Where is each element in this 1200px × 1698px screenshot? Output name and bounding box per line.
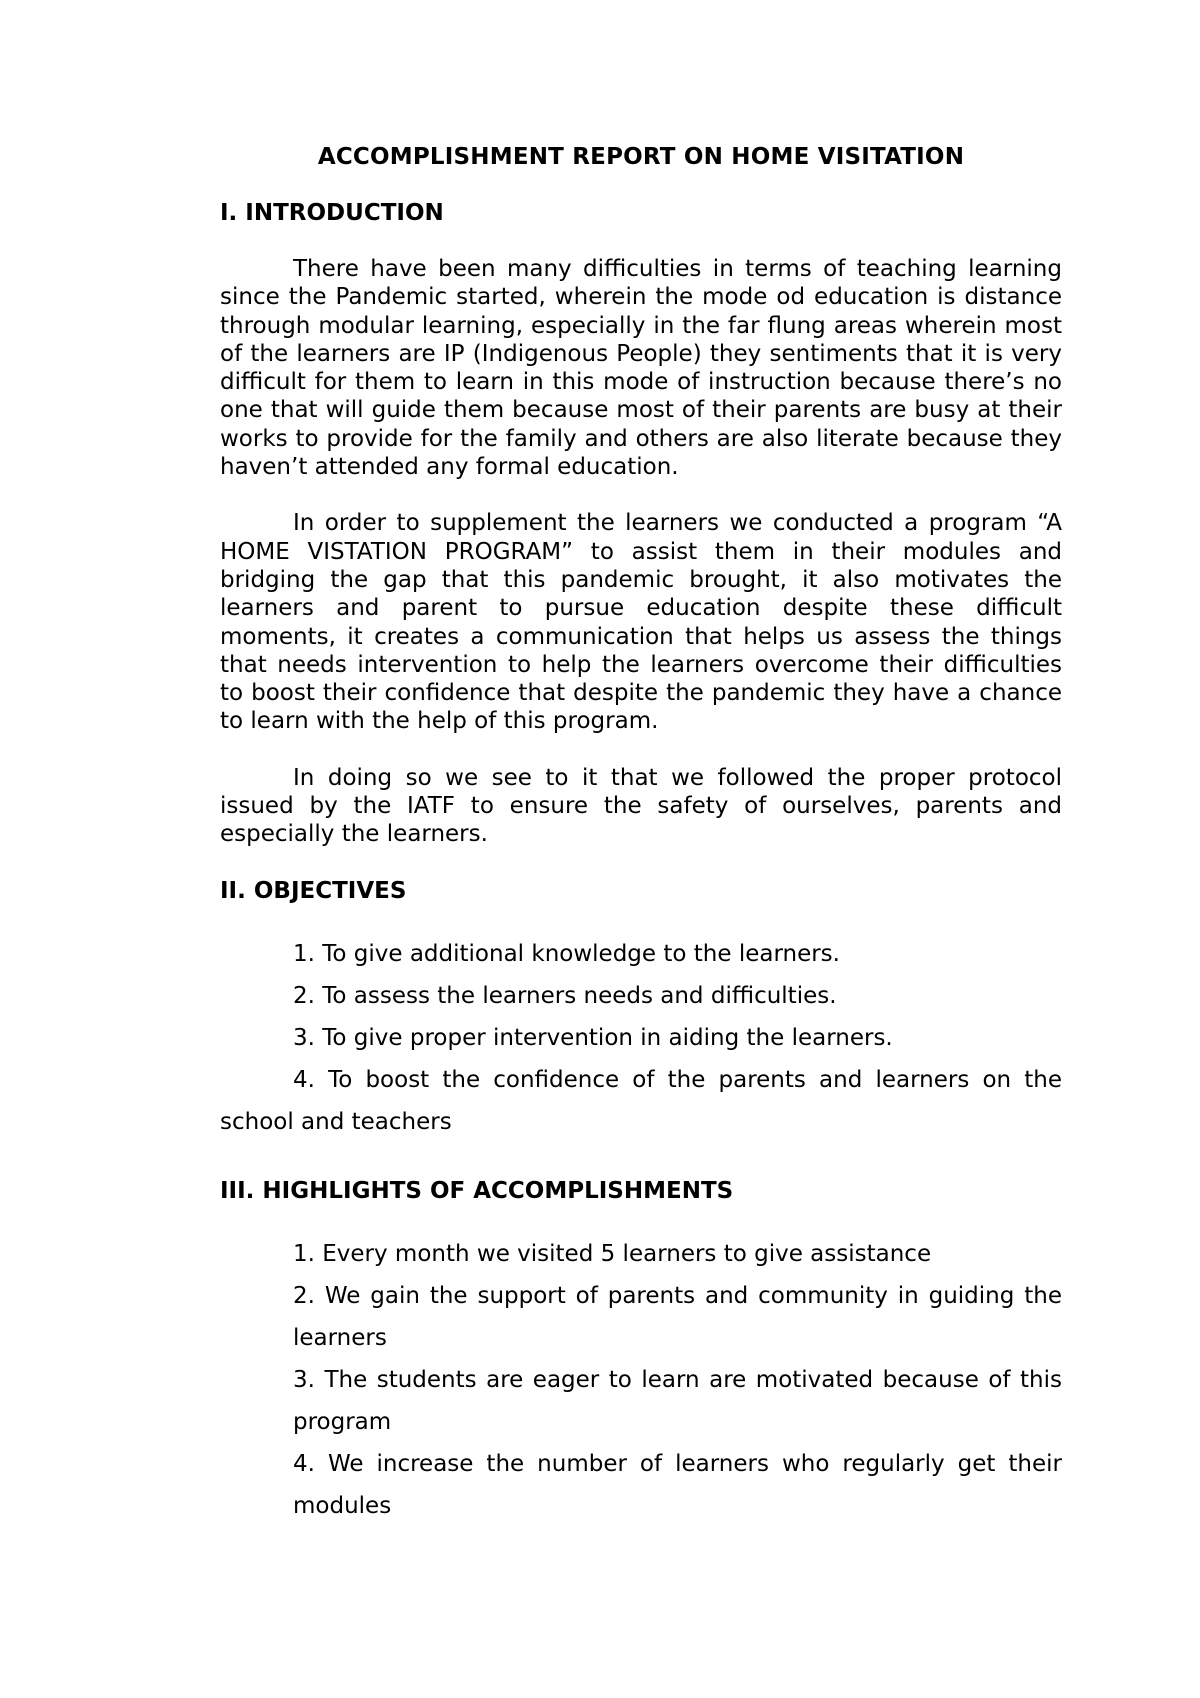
highlight-item-3: 3. The students are eager to learn are motivated because of this program: [293, 1366, 1062, 1435]
objectives-list: [220, 933, 1062, 1143]
highlights-heading: III. HIGHLIGHTS OF ACCOMPLISHMENTS: [220, 1177, 734, 1204]
objective-item-1: 1. To give additional knowledge to the learners.: [293, 940, 840, 967]
objective-item-4: 4. To boost the confidence of the parents and learners on the school and teachers: [220, 1066, 1062, 1135]
introduction-heading: I. INTRODUCTION: [220, 200, 444, 226]
highlight-item-4: 4. We increase the number of learners who regularly get their modules: [293, 1450, 1062, 1519]
objective-item-2: 2. To assess the learners needs and difficulties.: [293, 982, 837, 1009]
document-title: ACCOMPLISHMENT REPORT ON HOME VISITATION: [317, 144, 965, 170]
highlights-list: [220, 1233, 1062, 1527]
introduction-paragraph-2: In order to supplement the learners we conducted a program “A HOME VISTATION PROGRAM” to assist them in their modules and bridging the gap that this pandemic brought, it also motivates the learners and parent to pursue education despite these difficult moments, it creates a communication that helps us assess the things that needs intervention to help the learners overcome their difficulties to boost their confidence that despite the pandemic they have a chance to learn with the help of this program.: [220, 510, 1062, 735]
highlight-item-1: 1. Every month we visited 5 learners to give assistance: [293, 1240, 932, 1267]
objective-item-3: 3. To give proper intervention in aiding the learners.: [293, 1024, 893, 1051]
introduction-paragraph-1: There have been many difficulties in terms of teaching learning since the Pandemic started, wherein the mode od education is distance through modular learning, especially in the far flung areas wherein most of the learners are IP (Indigenous People) they sentiments that it is very difficult for them to learn in this mode of instruction because there’s no one that will guide them because most of their parents are busy at their works to provide for the family and others are also literate because they haven’t attended any formal education.: [220, 256, 1062, 481]
highlight-item-2: 2. We gain the support of parents and community in guiding the learners: [293, 1282, 1062, 1351]
document-body: [220, 143, 1062, 1527]
objectives-heading: II. OBJECTIVES: [220, 877, 407, 904]
introduction-paragraph-3: In doing so we see to it that we followed the proper protocol issued by the IATF to ensure the safety of ourselves, parents and especially the learners.: [220, 764, 1062, 848]
